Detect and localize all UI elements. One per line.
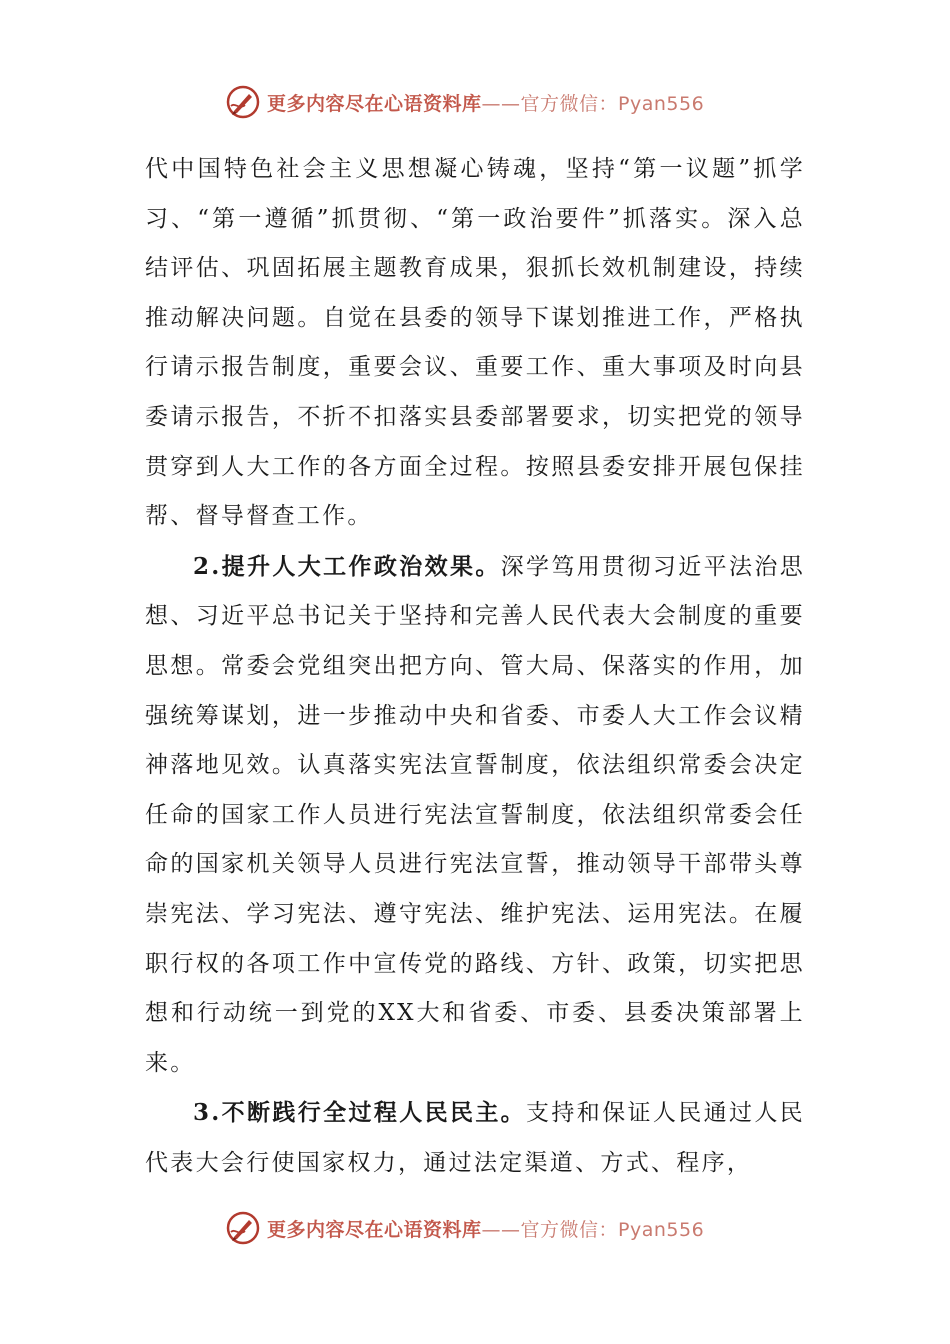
banner-wechat-id: Pyan556 xyxy=(618,92,705,115)
header-banner xyxy=(225,82,745,122)
paragraph-3-body: 支持和保证人民通过人民代表大会行使国家权力，通过法定渠道、方式、程序， xyxy=(145,1100,805,1176)
pen-logo-icon xyxy=(225,1210,261,1246)
banner-wechat-id: Pyan556 xyxy=(618,1218,705,1241)
paragraph-2-body: 深学笃用贯彻习近平法治思想、习近平总书记关于坚持和完善人民代表大会制度的重要思想。常委会党组突出把方向、管大局、保落实的作用，加强统筹谋划，进一步推动中央和省委、市委人大工作会议精神落地见效。认真落实宪法宣誓制度，依法组织常委会决定任命的国家工作人员进行宪法宣誓制度，依法组织常委会任命的国家机关领导人员进行宪法宣誓，推动领导干部带头尊崇宪法、学习宪法、遵守宪法、维护宪法、运用宪法。在履职行权的各项工作中宣传党的路线、方针、政策，切实把思想和行动统一到党的XX大和省委、市委、县委决策部署上来。 xyxy=(145,553,805,1076)
paragraph-3 xyxy=(145,1088,805,1188)
banner-wechat-label: 官方微信： xyxy=(520,1218,619,1241)
footer-banner xyxy=(225,1208,745,1248)
banner-brand: 更多内容尽在心语资料库 xyxy=(267,92,482,115)
paragraph-2-heading: 2.提升人大工作政治效果。 xyxy=(193,552,501,580)
paragraph-3-heading: 3.不断践行全过程人民民主。 xyxy=(193,1099,527,1127)
banner-wechat-label: 官方微信： xyxy=(520,92,619,115)
banner-brand: 更多内容尽在心语资料库 xyxy=(267,1218,482,1241)
banner-text xyxy=(267,89,704,116)
paragraph-2 xyxy=(145,542,805,1089)
banner-dash: —— xyxy=(481,92,521,115)
banner-text xyxy=(267,1215,704,1242)
paragraph-1 xyxy=(145,145,805,542)
pen-logo-icon xyxy=(225,84,261,120)
banner-dash: —— xyxy=(481,1218,521,1241)
paragraph-1-body: 代中国特色社会主义思想凝心铸魂，坚持“第一议题”抓学习、“第一遵循”抓贯彻、“第一政治要件”抓落实。深入总结评估、巩固拓展主题教育成果，狠抓长效机制建设，持续推动解决问题。自觉在县委的领导下谋划推进工作，严格执行请示报告制度，重要会议、重要工作、重大事项及时向县委请示报告，不折不扣落实县委部署要求，切实把党的领导贯穿到人大工作的各方面全过程。按照县委安排开展包保挂帮、督导督查工作。 xyxy=(145,156,805,530)
document-body xyxy=(145,145,805,1188)
